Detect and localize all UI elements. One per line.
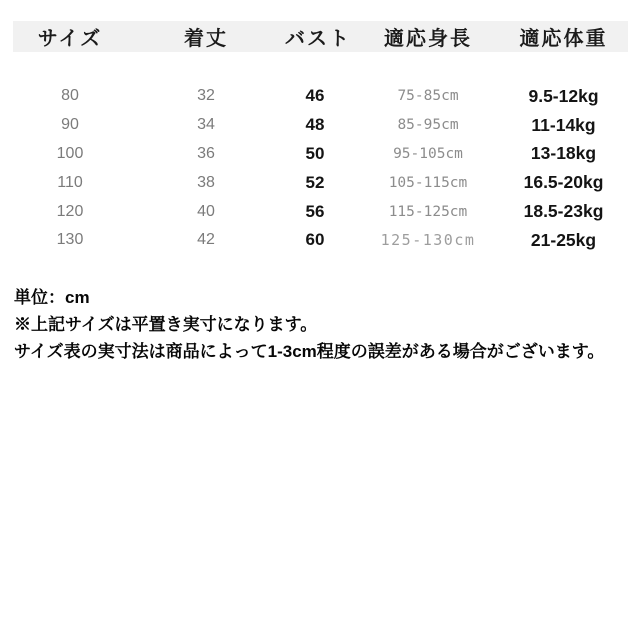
cell-weight: 16.5-20kg xyxy=(523,172,604,193)
size-table-body xyxy=(13,82,628,255)
cell-length: 32 xyxy=(197,87,215,105)
size-table-header xyxy=(13,21,628,52)
cell-weight: 21-25kg xyxy=(530,229,597,250)
note-tolerance: サイズ表の実寸法は商品によって1-3cm程度の誤差がある場合がございます。 xyxy=(14,342,605,361)
cell-length: 42 xyxy=(197,231,215,249)
note-flat-measure: ※上記サイズは平置き実寸になります。 xyxy=(14,315,318,334)
cell-bust: 50 xyxy=(305,143,325,163)
table-row xyxy=(13,140,628,169)
cell-height: 105-115cm xyxy=(388,174,468,191)
cell-bust: 46 xyxy=(305,86,325,106)
cell-length: 36 xyxy=(197,144,215,162)
table-row xyxy=(13,82,628,111)
cell-height: 75-85cm xyxy=(397,88,459,105)
column-header-bust: バスト xyxy=(285,28,351,50)
table-row xyxy=(13,197,628,226)
cell-size: 90 xyxy=(61,116,79,134)
cell-bust: 60 xyxy=(305,230,325,250)
column-header-weight: 適応体重 xyxy=(519,28,608,50)
cell-length: 40 xyxy=(197,202,215,220)
cell-height: 115-125cm xyxy=(388,203,468,220)
cell-length: 38 xyxy=(197,173,215,191)
cell-bust: 52 xyxy=(305,172,325,192)
cell-weight: 13-18kg xyxy=(530,143,597,164)
table-row xyxy=(13,226,628,255)
cell-height: 85-95cm xyxy=(397,117,459,134)
column-header-height: 適応身長 xyxy=(384,28,472,50)
cell-height: 95-105cm xyxy=(393,145,463,162)
column-header-size: サイズ xyxy=(37,28,103,50)
table-row xyxy=(13,111,628,140)
cell-size: 120 xyxy=(56,202,84,220)
cell-weight: 9.5-12kg xyxy=(528,85,599,106)
cell-size: 80 xyxy=(61,87,79,105)
cell-length: 34 xyxy=(197,116,215,134)
column-header-length: 着丈 xyxy=(184,28,228,50)
cell-height: 125-130cm xyxy=(380,231,476,250)
note-unit: 単位：cm xyxy=(14,288,90,307)
table-row xyxy=(13,168,628,197)
cell-size: 100 xyxy=(56,144,84,162)
cell-bust: 56 xyxy=(305,201,325,221)
cell-bust: 48 xyxy=(305,115,325,135)
size-notes xyxy=(14,284,604,365)
cell-weight: 18.5-23kg xyxy=(523,201,604,222)
cell-weight: 11-14kg xyxy=(531,114,596,135)
cell-size: 130 xyxy=(56,231,84,249)
cell-size: 110 xyxy=(57,173,83,191)
